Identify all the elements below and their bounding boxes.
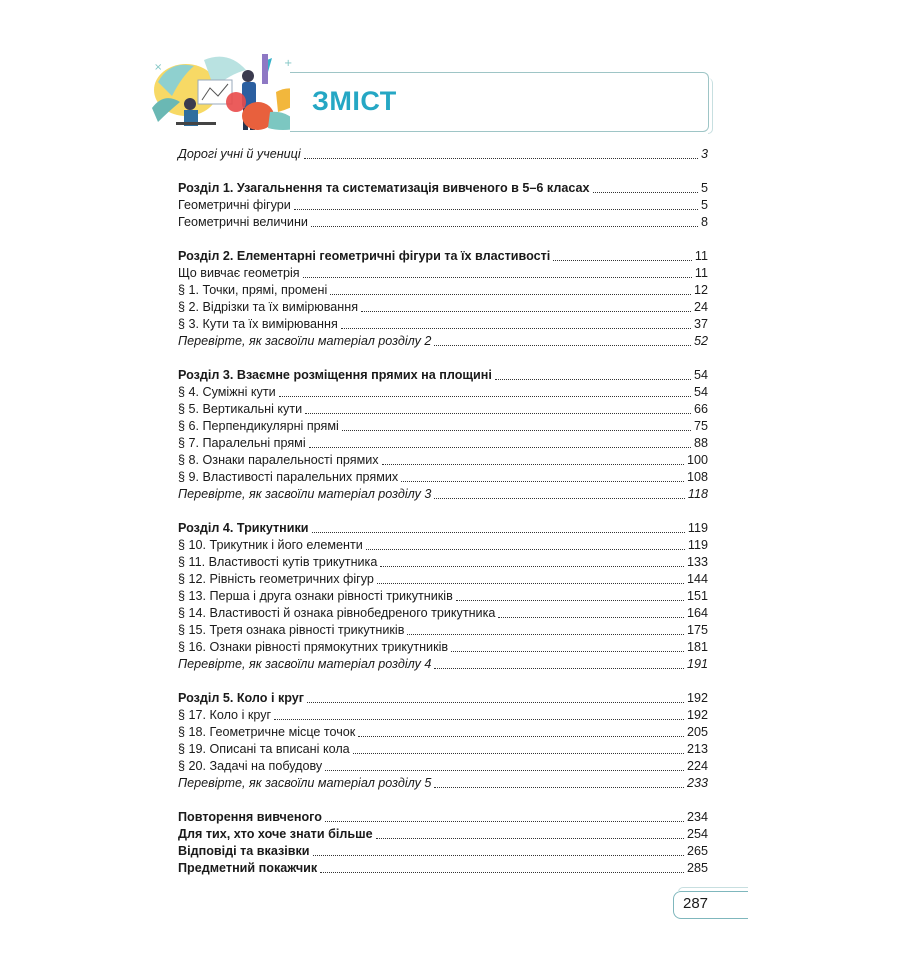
toc-entry: [178, 418, 708, 435]
dot-leader: [320, 871, 684, 873]
toc-entry-page: 11: [694, 266, 708, 280]
toc-entry-title: § 2. Відрізки та їх вимірювання: [178, 300, 359, 314]
toc-entry-page: 5: [700, 198, 708, 212]
toc-entry: [178, 282, 708, 299]
toc-entry: [178, 758, 708, 775]
dot-leader: [325, 769, 684, 771]
section-gap: [178, 503, 708, 520]
toc-entry-page: 88: [693, 436, 708, 450]
toc-entry-title: Предметний покажчик: [178, 861, 318, 875]
toc-entry-title: Розділ 2. Елементарні геометричні фігури та їх властивості: [178, 249, 551, 263]
dot-leader: [456, 599, 684, 601]
toc-entry-page: 108: [686, 470, 708, 484]
toc-entry-title: § 10. Трикутник і його елементи: [178, 538, 363, 552]
section-gap: [178, 231, 708, 248]
toc-entry-title: § 17. Коло і круг: [178, 708, 272, 722]
dot-leader: [325, 820, 684, 822]
toc-entry-page: 265: [686, 844, 708, 858]
dot-leader: [309, 446, 691, 448]
dot-leader: [294, 208, 698, 210]
toc-entry-page: 24: [693, 300, 708, 314]
toc-entry-page: 144: [686, 572, 708, 586]
toc-entry-title: Розділ 4. Трикутники: [178, 521, 309, 535]
toc-entry-page: 119: [687, 521, 708, 535]
dot-leader: [382, 463, 684, 465]
toc-entry: [178, 741, 708, 758]
toc-entry-title: § 4. Суміжні кути: [178, 385, 276, 399]
toc-entry-page: 254: [686, 827, 708, 841]
dot-leader: [341, 327, 691, 329]
toc-entry-page: 234: [686, 810, 708, 824]
toc-entry-title: § 9. Властивості паралельних прямих: [178, 470, 399, 484]
toc-entry-title: Повторення вивченого: [178, 810, 322, 824]
toc-section-heading: [178, 809, 708, 826]
toc-entry-page: 191: [686, 657, 708, 671]
toc-entry-page: 192: [686, 708, 708, 722]
dot-leader: [498, 616, 684, 618]
toc-entry-page: 5: [700, 181, 708, 195]
toc-entry-title: Геометричні фігури: [178, 198, 291, 212]
toc-entry-title: Перевірте, як засвоїли матеріал розділу 5: [178, 776, 432, 790]
toc-entry: [178, 571, 708, 588]
dot-leader: [434, 344, 691, 346]
toc-entry-title: Перевірте, як засвоїли матеріал розділу 3: [178, 487, 432, 501]
dot-leader: [353, 752, 684, 754]
toc-entry-page: 285: [686, 861, 708, 875]
toc-entry-page: 181: [686, 640, 708, 654]
dot-leader: [553, 259, 692, 261]
toc-entry: [178, 401, 708, 418]
toc-entry: [178, 707, 708, 724]
toc-entry-page: 175: [686, 623, 708, 637]
toc-entry-title: Розділ 3. Взаємне розміщення прямих на площині: [178, 368, 492, 382]
toc-entry-page: 164: [686, 606, 708, 620]
toc-entry-page: 233: [686, 776, 708, 790]
dot-leader: [279, 395, 691, 397]
dot-leader: [313, 854, 684, 856]
toc-entry: [178, 605, 708, 622]
toc-entry: [178, 146, 708, 163]
toc-entry-title: § 14. Властивості й ознака рівнобедреного трикутника: [178, 606, 496, 620]
toc-section-heading: [178, 367, 708, 384]
section-gap: [178, 673, 708, 690]
page-number: 287: [683, 895, 709, 912]
toc-entry: [178, 452, 708, 469]
toc-entry: [178, 724, 708, 741]
svg-text:×: ×: [154, 62, 163, 73]
toc-entry-page: 118: [687, 487, 708, 501]
toc-entry-title: § 7. Паралельні прямі: [178, 436, 306, 450]
toc-entry-page: 37: [693, 317, 708, 331]
toc-entry: [178, 316, 708, 333]
toc-entry: [178, 197, 708, 214]
dot-leader: [304, 157, 698, 159]
toc-entry-title: § 13. Перша і друга ознаки рівності трикутників: [178, 589, 453, 603]
toc-entry-title: § 3. Кути та їх вимірювання: [178, 317, 338, 331]
toc-entry-title: § 6. Перпендикулярні прямі: [178, 419, 339, 433]
dot-leader: [376, 837, 684, 839]
dot-leader: [401, 480, 684, 482]
toc-entry: [178, 588, 708, 605]
toc-section-heading: [178, 860, 708, 877]
toc-section-heading: [178, 180, 708, 197]
toc-entry-page: 54: [693, 385, 708, 399]
dot-leader: [274, 718, 684, 720]
header-illustration: [150, 52, 310, 136]
toc-entry: [178, 265, 708, 282]
toc-entry-page: 224: [686, 759, 708, 773]
toc-entry-title: Відповіді та вказівки: [178, 844, 310, 858]
toc-entry-title: § 15. Третя ознака рівності трикутників: [178, 623, 405, 637]
toc-entry-title: § 20. Задачі на побудову: [178, 759, 323, 773]
toc-entry-page: 151: [686, 589, 708, 603]
dot-leader: [434, 497, 685, 499]
toc-entry: [178, 299, 708, 316]
dot-leader: [312, 531, 685, 533]
toc-entry-page: 52: [693, 334, 708, 348]
toc-entry-title: § 11. Властивості кутів трикутника: [178, 555, 378, 569]
toc-section-heading: [178, 826, 708, 843]
dot-leader: [451, 650, 684, 652]
dot-leader: [307, 701, 684, 703]
toc-entry: [178, 554, 708, 571]
dot-leader: [303, 276, 692, 278]
toc-entry-title: § 18. Геометричне місце точок: [178, 725, 356, 739]
toc-entry-page: 3: [700, 147, 708, 161]
section-gap: [178, 350, 708, 367]
toc-entry-page: 133: [686, 555, 708, 569]
toc-entry-title: § 5. Вертикальні кути: [178, 402, 303, 416]
dot-leader: [311, 225, 698, 227]
dot-leader: [380, 565, 684, 567]
toc-entry-title: § 8. Ознаки паралельності прямих: [178, 453, 379, 467]
toc-entry-page: 205: [686, 725, 708, 739]
toc-entry: [178, 214, 708, 231]
toc-section-heading: [178, 520, 708, 537]
toc-entry-title: § 12. Рівність геометричних фігур: [178, 572, 374, 586]
toc-entry-page: 11: [694, 249, 708, 263]
toc-entry-page: 66: [693, 402, 708, 416]
toc-entry: [178, 333, 708, 350]
toc-entry-title: Перевірте, як засвоїли матеріал розділу 4: [178, 657, 432, 671]
toc-section-heading: [178, 690, 708, 707]
toc-entry: [178, 486, 708, 503]
dot-leader: [305, 412, 691, 414]
toc-entry-page: 100: [686, 453, 708, 467]
toc-entry-page: 119: [687, 538, 708, 552]
toc-entry-title: Дорогі учні й учениці: [178, 147, 301, 161]
toc-entry-title: Геометричні величини: [178, 215, 308, 229]
table-of-contents: [178, 146, 708, 877]
toc-entry-page: 192: [686, 691, 708, 705]
dot-leader: [434, 786, 684, 788]
toc-entry: [178, 622, 708, 639]
toc-entry-title: Розділ 5. Коло і круг: [178, 691, 305, 705]
toc-entry-title: Для тих, хто хоче знати більше: [178, 827, 373, 841]
dot-leader: [434, 667, 684, 669]
toc-entry: [178, 384, 708, 401]
dot-leader: [358, 735, 684, 737]
dot-leader: [361, 310, 691, 312]
toc-entry-title: Що вивчає геометрія: [178, 266, 300, 280]
svg-text:+: +: [284, 58, 293, 69]
section-gap: [178, 163, 708, 180]
dot-leader: [366, 548, 685, 550]
dot-leader: [342, 429, 691, 431]
section-gap: [178, 792, 708, 809]
toc-entry-title: Розділ 1. Узагальнення та систематизація вивченого в 5–6 класах: [178, 181, 590, 195]
page-title: ЗМІСТ: [312, 86, 397, 116]
toc-entry-title: § 19. Описані та вписані кола: [178, 742, 350, 756]
toc-section-heading: [178, 843, 708, 860]
dot-leader: [593, 191, 698, 193]
toc-entry: [178, 469, 708, 486]
toc-entry-page: 8: [700, 215, 708, 229]
dot-leader: [330, 293, 691, 295]
dot-leader: [377, 582, 684, 584]
toc-entry: [178, 656, 708, 673]
dot-leader: [407, 633, 684, 635]
toc-entry-title: § 1. Точки, прямі, промені: [178, 283, 328, 297]
toc-entry-page: 54: [693, 368, 708, 382]
toc-entry-page: 213: [686, 742, 708, 756]
toc-entry: [178, 775, 708, 792]
toc-entry: [178, 537, 708, 554]
toc-entry-title: Перевірте, як засвоїли матеріал розділу 2: [178, 334, 432, 348]
toc-entry: [178, 639, 708, 656]
toc-section-heading: [178, 248, 708, 265]
dot-leader: [495, 378, 691, 380]
toc-entry-page: 75: [693, 419, 708, 433]
toc-entry: [178, 435, 708, 452]
toc-entry-page: 12: [693, 283, 708, 297]
toc-entry-title: § 16. Ознаки рівності прямокутних трикутників: [178, 640, 449, 654]
